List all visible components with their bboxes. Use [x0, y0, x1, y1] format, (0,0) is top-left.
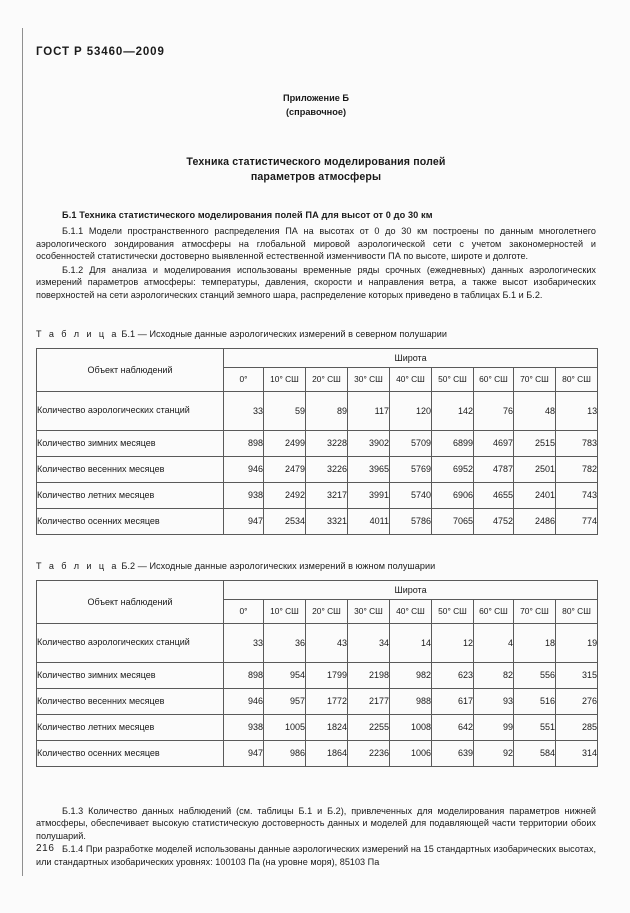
- table-b2-cell-1-1: 954: [264, 662, 306, 688]
- table-b2-cell-1-3: 2198: [348, 662, 390, 688]
- table-b1-cell-0-4: 120: [390, 391, 432, 430]
- tail-paragraphs: [36, 805, 596, 869]
- table-b2-cell-2-5: 617: [432, 688, 474, 714]
- table-b2-cell-3-8: 285: [556, 714, 598, 740]
- table-b2-row-1-label: Количество зимних месяцев: [37, 662, 224, 688]
- table-b2-cell-4-1: 986: [264, 740, 306, 766]
- table-b2-col-2: 20° СШ: [306, 599, 348, 623]
- table-b2-cell-4-2: 1864: [306, 740, 348, 766]
- table-b1-col-6: 60° СШ: [474, 367, 514, 391]
- table-b1-cell-4-8: 774: [556, 508, 598, 534]
- section-heading: Б.1 Техника статистического моделирования полей ПА для высот от 0 до 30 км: [62, 210, 433, 220]
- table-b2-cell-0-5: 12: [432, 623, 474, 662]
- table-b1-cell-2-4: 5769: [390, 456, 432, 482]
- table-b2-cell-1-8: 315: [556, 662, 598, 688]
- table-b2-row-3-label: Количество летних месяцев: [37, 714, 224, 740]
- table-b2-cell-3-4: 1008: [390, 714, 432, 740]
- table-b1-cell-0-0: 33: [224, 391, 264, 430]
- table-b2-caption-word: Т а б л и ц а: [36, 560, 119, 571]
- table-b1-cell-3-3: 3991: [348, 482, 390, 508]
- paragraph-b11: Б.1.1 Модели пространственного распределения ПА на высотах от 0 до 30 км построены по данным многолетнего аэрологического зондирования атмосферы на глобальной мировой аэрологической сети с учетом закономерностей и особенностей статистически достоверно выявленной естественной изменчивости ПА по высоте, широте и долготе.: [36, 226, 596, 262]
- table-b1-cell-1-5: 6899: [432, 430, 474, 456]
- table-b2-col-5: 50° СШ: [432, 599, 474, 623]
- table-row: [37, 688, 598, 714]
- table-b1-cell-2-0: 946: [224, 456, 264, 482]
- table-b1-col-7: 70° СШ: [514, 367, 556, 391]
- table-b1-cell-2-6: 4787: [474, 456, 514, 482]
- table-row: [37, 714, 598, 740]
- table-b1-cell-1-4: 5709: [390, 430, 432, 456]
- table-b1-caption-number: Б.1 —: [121, 328, 147, 339]
- table-b1-cell-4-1: 2534: [264, 508, 306, 534]
- table-b1-cell-1-7: 2515: [514, 430, 556, 456]
- table-b2-cell-1-4: 982: [390, 662, 432, 688]
- table-b1-cell-4-6: 4752: [474, 508, 514, 534]
- table-b1-cell-4-4: 5786: [390, 508, 432, 534]
- table-b1-cell-3-7: 2401: [514, 482, 556, 508]
- table-b1-cell-3-4: 5740: [390, 482, 432, 508]
- table-b2-cell-3-5: 642: [432, 714, 474, 740]
- table-b2-row-2-label: Количество весенних месяцев: [37, 688, 224, 714]
- table-b1-cell-3-6: 4655: [474, 482, 514, 508]
- table-b2-cell-2-3: 2177: [348, 688, 390, 714]
- table-row: [37, 456, 598, 482]
- paragraph-b13: Б.1.3 Количество данных наблюдений (см. таблицы Б.1 и Б.2), привлеченных для моделирования параметров нижней атмосферы, обеспечивает высокую статистическую достоверность данных и моделей для подавляющей части территории обоих полушарий.: [36, 805, 596, 841]
- table-b1-cell-0-5: 142: [432, 391, 474, 430]
- table-b1-cell-0-3: 117: [348, 391, 390, 430]
- paragraph-b14: Б.1.4 При разработке моделей использованы данные аэрологических измерений на 15 стандартных изобарических высотах, или стандартных изобарических уровнях: 100103 Па (на уровне моря), 85103 Па: [36, 844, 596, 867]
- table-b1-cell-4-7: 2486: [514, 508, 556, 534]
- table-b2-cell-0-4: 14: [390, 623, 432, 662]
- table-b2-cell-2-2: 1772: [306, 688, 348, 714]
- table-b2-col-6: 60° СШ: [474, 599, 514, 623]
- table-b1-cell-3-0: 938: [224, 482, 264, 508]
- page-title-line2: параметров атмосферы: [250, 171, 382, 183]
- table-b1-col-0: 0°: [224, 367, 264, 391]
- table-b2-object-header: Объект наблюдений: [37, 580, 224, 623]
- table-b1-cell-2-5: 6952: [432, 456, 474, 482]
- table-b1-cell-1-0: 898: [224, 430, 264, 456]
- table-b1-cell-3-1: 2492: [264, 482, 306, 508]
- table-b2-col-3: 30° СШ: [348, 599, 390, 623]
- table-b1-cell-2-8: 782: [556, 456, 598, 482]
- table-b1-cell-0-1: 59: [264, 391, 306, 430]
- table-b2-row-4-label: Количество осенних месяцев: [37, 740, 224, 766]
- table-b1-row-0-label: Количество аэрологических станций: [37, 391, 224, 430]
- table-b2-col-4: 40° СШ: [390, 599, 432, 623]
- table-b2-caption-number: Б.2 —: [121, 560, 147, 571]
- annex-kind: (справочное): [285, 107, 346, 117]
- table-b2-cell-3-1: 1005: [264, 714, 306, 740]
- table-b2-cell-4-6: 92: [474, 740, 514, 766]
- table-b1-row-3-label: Количество летних месяцев: [37, 482, 224, 508]
- table-b2-cell-2-1: 957: [264, 688, 306, 714]
- table-b1-cell-2-7: 2501: [514, 456, 556, 482]
- table-row: [37, 508, 598, 534]
- table-b1-caption-word: Т а б л и ц а: [36, 328, 119, 339]
- table-b1-caption-text: Исходные данные аэрологических измерений в северном полушарии: [149, 328, 448, 339]
- table-b2-col-1: 10° СШ: [264, 599, 306, 623]
- table-b1-cell-0-2: 89: [306, 391, 348, 430]
- table-b1-col-3: 30° СШ: [348, 367, 390, 391]
- table-b2-cell-0-3: 34: [348, 623, 390, 662]
- table-b2-caption-text: Исходные данные аэрологических измерений в южном полушарии: [149, 560, 436, 571]
- page-title: [36, 155, 596, 185]
- table-b1-col-5: 50° СШ: [432, 367, 474, 391]
- table-b1-object-header: Объект наблюдений: [37, 348, 224, 391]
- table-b1-cell-1-3: 3902: [348, 430, 390, 456]
- table-b2-cell-2-0: 946: [224, 688, 264, 714]
- table-row: [37, 623, 598, 662]
- table-b2-cell-3-3: 2255: [348, 714, 390, 740]
- table-b2-cell-0-2: 43: [306, 623, 348, 662]
- table-b2-group-header: Широта: [224, 580, 598, 599]
- table-b2-cell-0-6: 4: [474, 623, 514, 662]
- table-b2-caption: [36, 561, 596, 571]
- table-b1-cell-0-7: 48: [514, 391, 556, 430]
- table-b1-cell-2-2: 3226: [306, 456, 348, 482]
- table-b1-cell-4-5: 7065: [432, 508, 474, 534]
- table-b1-cell-3-8: 743: [556, 482, 598, 508]
- table-row: [37, 662, 598, 688]
- table-row: [37, 391, 598, 430]
- table-b1-cell-0-6: 76: [474, 391, 514, 430]
- table-b2-row-0-label: Количество аэрологических станций: [37, 623, 224, 662]
- table-b1-caption: [36, 329, 596, 339]
- table-b2-cell-3-0: 938: [224, 714, 264, 740]
- table-b1-col-8: 80° СШ: [556, 367, 598, 391]
- table-b1-cell-3-5: 6906: [432, 482, 474, 508]
- table-b2-cell-0-0: 33: [224, 623, 264, 662]
- table-row: [37, 740, 598, 766]
- table-b2-cell-1-2: 1799: [306, 662, 348, 688]
- table-b2-cell-2-8: 276: [556, 688, 598, 714]
- table-b2-col-7: 70° СШ: [514, 599, 556, 623]
- table-b2-cell-0-1: 36: [264, 623, 306, 662]
- page-number: 216: [36, 843, 55, 854]
- page-edge-rule: [22, 28, 23, 876]
- table-b2-cell-4-5: 639: [432, 740, 474, 766]
- table-b1-row-2-label: Количество весенних месяцев: [37, 456, 224, 482]
- table-b2-cell-4-7: 584: [514, 740, 556, 766]
- table-b1-cell-2-1: 2479: [264, 456, 306, 482]
- table-b1-col-1: 10° СШ: [264, 367, 306, 391]
- table-b1-cell-4-2: 3321: [306, 508, 348, 534]
- table-b2-col-0: 0°: [224, 599, 264, 623]
- table-b2-cell-3-2: 1824: [306, 714, 348, 740]
- table-b1-header-row-1: [37, 348, 598, 367]
- annex-label: Приложение Б: [282, 93, 350, 103]
- table-b2: [36, 580, 598, 767]
- table-b2-cell-1-0: 898: [224, 662, 264, 688]
- table-b1-cell-1-2: 3228: [306, 430, 348, 456]
- table-b2-cell-0-7: 18: [514, 623, 556, 662]
- table-row: [37, 430, 598, 456]
- table-b1: [36, 348, 598, 535]
- table-b2-cell-1-5: 623: [432, 662, 474, 688]
- standard-header: ГОСТ Р 53460—2009: [36, 46, 165, 58]
- table-b1-cell-1-8: 783: [556, 430, 598, 456]
- table-b2-cell-3-7: 551: [514, 714, 556, 740]
- page-content: [36, 0, 596, 869]
- table-b1-cell-1-6: 4697: [474, 430, 514, 456]
- table-row: [37, 482, 598, 508]
- table-b1-cell-2-3: 3965: [348, 456, 390, 482]
- annex-block: [36, 91, 596, 119]
- table-b2-cell-0-8: 19: [556, 623, 598, 662]
- table-b2-cell-2-4: 988: [390, 688, 432, 714]
- table-b1-cell-4-3: 4011: [348, 508, 390, 534]
- table-b1-col-4: 40° СШ: [390, 367, 432, 391]
- table-b1-cell-0-8: 13: [556, 391, 598, 430]
- table-b2-cell-4-0: 947: [224, 740, 264, 766]
- paragraph-b12: Б.1.2 Для анализа и моделирования использованы временные ряды срочных (ежедневных) данных аэрологических измерений параметров атмосферы: температуры, давления, скорости и направления ветра, а также высот изобарических поверхностей на сети аэрологических станций земного шара, распределение которых приведено в таблицах Б.1 и Б.2.: [36, 264, 596, 300]
- table-b1-row-1-label: Количество зимних месяцев: [37, 430, 224, 456]
- table-b2-cell-3-6: 99: [474, 714, 514, 740]
- table-b2-cell-4-3: 2236: [348, 740, 390, 766]
- table-b2-cell-2-7: 516: [514, 688, 556, 714]
- table-b2-cell-1-6: 82: [474, 662, 514, 688]
- table-b2-cell-1-7: 556: [514, 662, 556, 688]
- table-b1-group-header: Широта: [224, 348, 598, 367]
- page-title-line1: Техника статистического моделирования полей: [186, 156, 446, 168]
- table-b1-row-4-label: Количество осенних месяцев: [37, 508, 224, 534]
- table-b2-cell-4-4: 1006: [390, 740, 432, 766]
- table-b2-col-8: 80° СШ: [556, 599, 598, 623]
- table-b1-col-2: 20° СШ: [306, 367, 348, 391]
- table-b2-header-row-1: [37, 580, 598, 599]
- table-b1-cell-4-0: 947: [224, 508, 264, 534]
- table-b1-cell-3-2: 3217: [306, 482, 348, 508]
- table-b2-cell-2-6: 93: [474, 688, 514, 714]
- table-b1-cell-1-1: 2499: [264, 430, 306, 456]
- table-b2-cell-4-8: 314: [556, 740, 598, 766]
